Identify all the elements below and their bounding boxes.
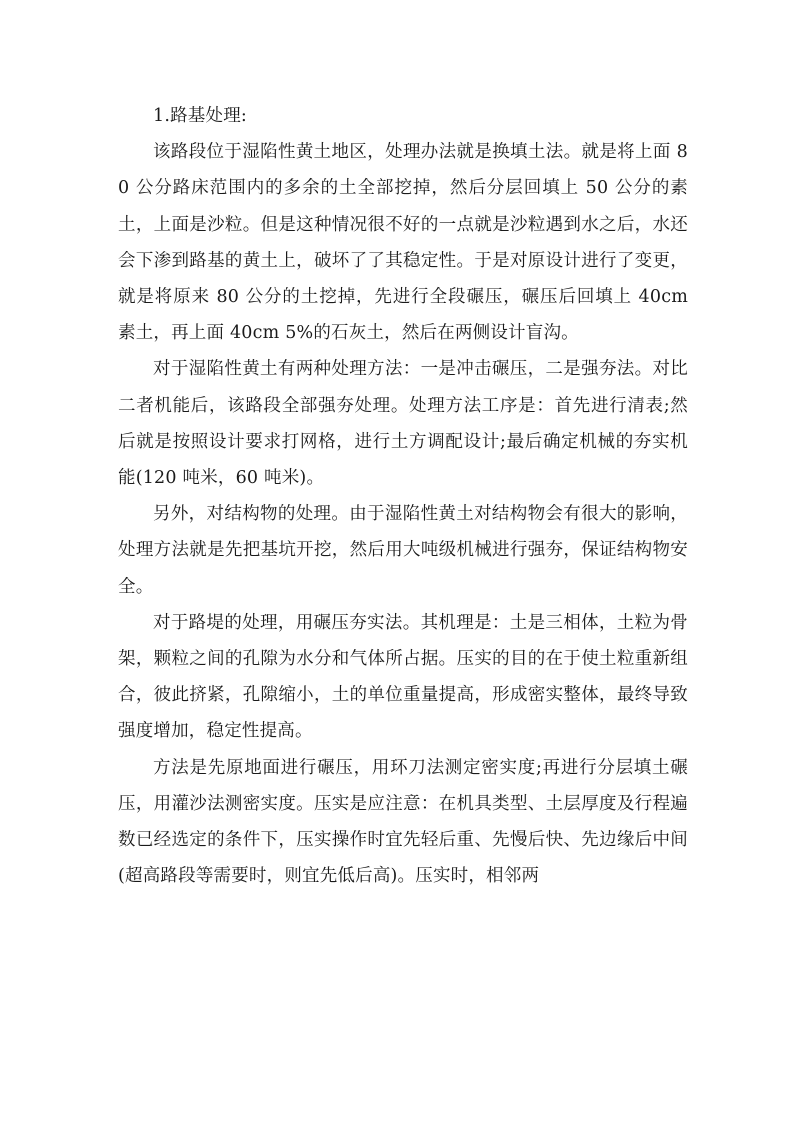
paragraph-treatment-methods: 对于湿陷性黄土有两种处理方法：一是冲击碾压，二是强夯法。对比二者机能后，该路段全部强夯处理。处理方法工序是：首先进行清表;然后就是按照设计要求打网格，进行土方调配设计;最后确定机械的夯实机能(120 吨米，60 吨米)。	[118, 359, 688, 489]
paragraph-structure-treatment: 另外，对结构物的处理。由于湿陷性黄土对结构物会有很大的影响，处理方法就是先把基坑开挖，然后用大吨级机械进行强夯，保证结构物安全。	[118, 504, 688, 597]
paragraph-subgrade-replacement: 该路段位于湿陷性黄土地区，处理办法就是换填土法。就是将上面 80 公分路床范围内的多余的土全部挖掉，然后分层回填上 50 公分的素土，上面是沙粒。但是这种情况很不好的一点就是沙粒遇到水之后，水还会下渗到路基的黄土上，破坏了了其稳定性。于是对原设计进行了变更，就是将原来 80 公分的土挖掉，先进行全段碾压，碾压后回填上 40cm 素土，再上面 40cm 5%的石灰土，然后在两侧设计盲沟。	[118, 142, 688, 344]
paragraph-embankment-treatment: 对于路堤的处理，用碾压夯实法。其机理是：土是三相体，土粒为骨架，颗粒之间的孔隙为水分和气体所占据。压实的目的在于使土粒重新组合，彼此挤紧，孔隙缩小，土的单位重量提高，形成密实整体，最终导致强度增加，稳定性提高。	[118, 612, 688, 742]
document-body	[118, 98, 688, 894]
paragraph-compaction-method: 方法是先原地面进行碾压，用环刀法测定密实度;再进行分层填土碾压，用灌沙法测密实度。压实是应注意：在机具类型、土层厚度及行程遍数已经选定的条件下，压实操作时宜先轻后重、先慢后快、先边缘后中间(超高路段等需要时，则宜先低后高)。压实时，相邻两	[118, 757, 688, 887]
section-heading: 1.路基处理:	[153, 106, 247, 126]
